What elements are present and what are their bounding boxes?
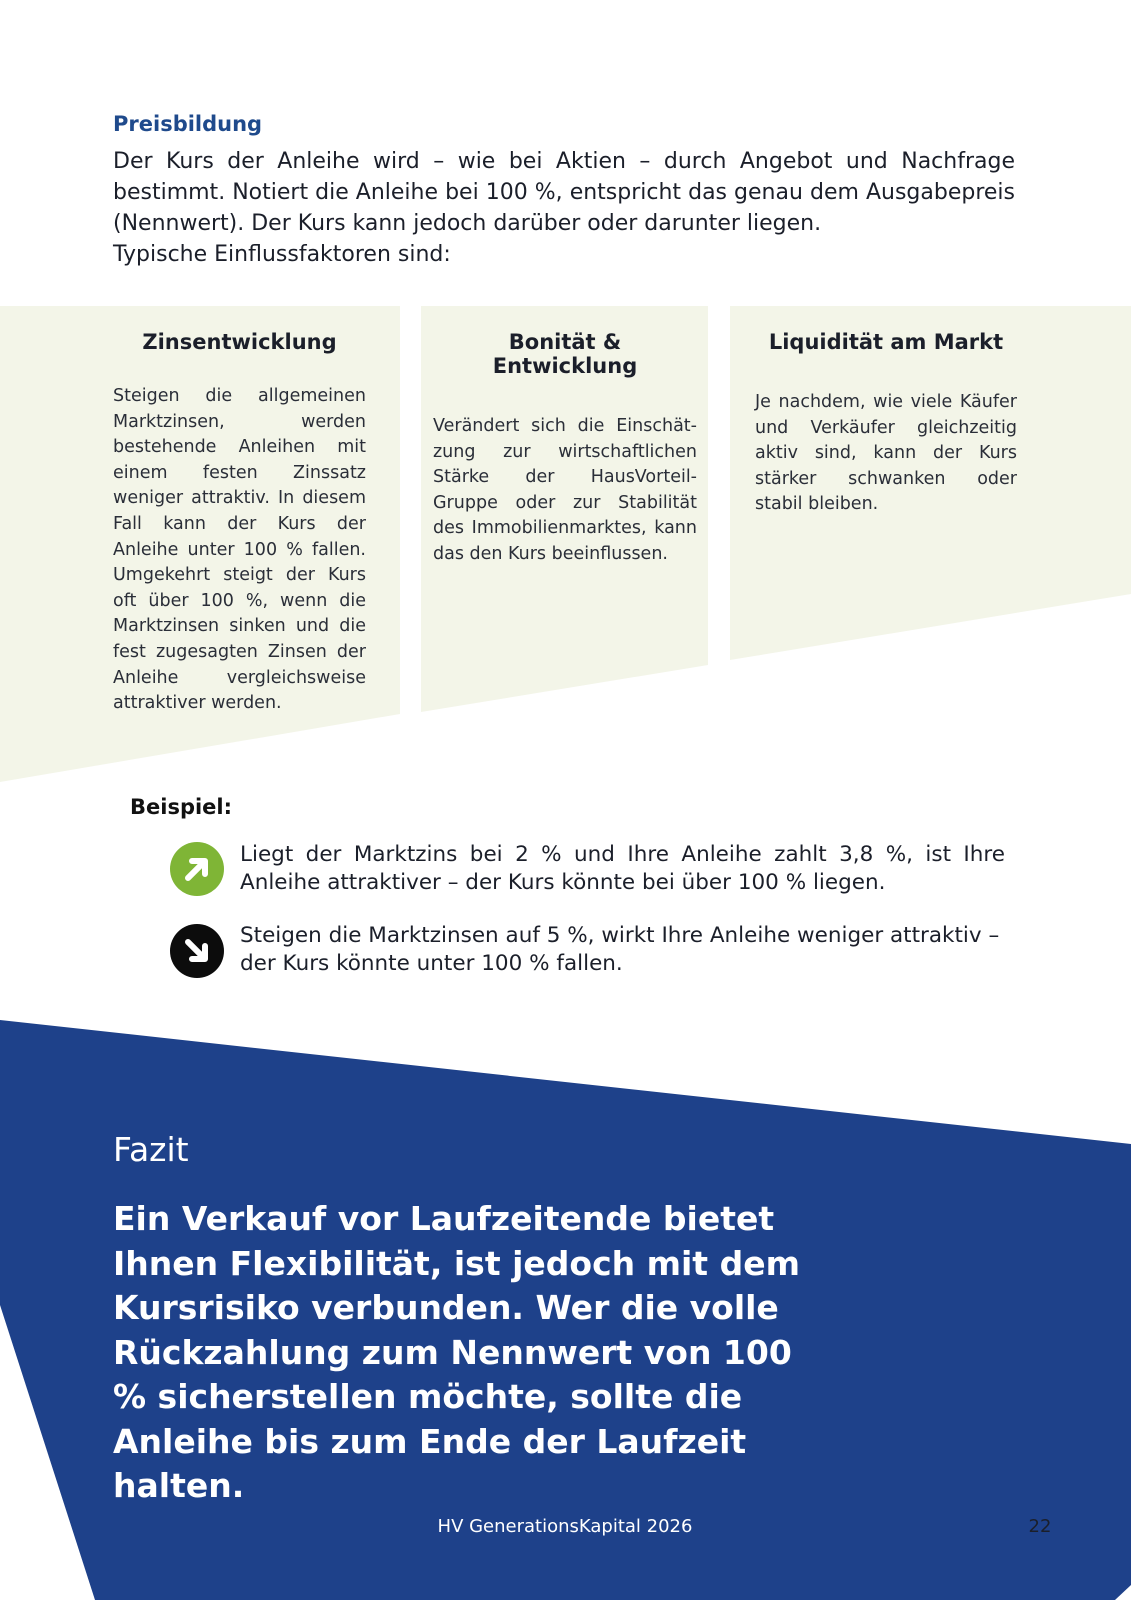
factor-card-title: Zinsentwicklung [142,330,337,354]
fazit-text: Ein Verkauf vor Laufzeitende bietet Ihnen Flexibilität, ist jedoch mit dem Kursrisiko verbunden. Wer die volle Rückzahlung zum Nennwert von 100 % sicherstellen möchte, sollte die Anleihe bis zum Ende der Laufzeit halten. [113,1199,800,1505]
example-item-text: Steigen die Marktzinsen auf 5 %, wirkt Ihre Anleihe weniger attraktiv – der Kurs könnte unter 100 % fallen. [240,923,1000,976]
factor-card-liquiditaet [755,330,1017,518]
section-heading-preisbildung: Preisbildung [113,112,263,136]
arrow-up-right-glyph [180,852,214,886]
example-item-text: Liegt der Marktzins bei 2 % und Ihre Anleihe zahlt 3,8 %, ist Ihre Anleihe attraktiver – der Kurs könnte bei über 100 % liegen. [240,842,1005,895]
factor-card-bonitaet [433,330,697,568]
arrow-up-right-icon [170,842,224,896]
arrow-down-right-icon [170,924,224,978]
factor-card-title: Bonität & Entwicklung [492,330,638,378]
example-label: Beispiel: [130,795,233,819]
page-number: 22 [1028,1516,1052,1537]
fazit-label: Fazit [113,1130,189,1169]
preisbildung-lead-in: Typische Einflussfaktoren sind: [113,242,451,267]
arrow-down-right-glyph [180,934,214,968]
factor-card-text: Steigen die allgemeinen Marktzinsen, werden bestehende Anleihen mit einem festen Zinssatz weniger attraktiv. In diesem Fall kann der Kurs der Anleihe unter 100 % fallen. Umgekehrt steigt der Kurs oft über 100 %, wenn die Marktzinsen sinken und die fest zugesagten Zinsen der Anleihe vergleichsweise attraktiver werden. [113,386,366,714]
factor-card-text: Je nachdem, wie viele Käufer und Verkäufer gleichzeitig aktiv sind, kann der Kurs stärker schwanken oder stabil bleiben. [755,392,1017,515]
factor-card-title: Liquidität am Markt [768,330,1004,354]
factor-card-zinsentwicklung [113,330,366,717]
footer-title: HV GenerationsKapital 2026 [437,1516,693,1537]
factor-card-text: Verändert sich die Einschätzung zur wirtschaftlichen Stärke der HausVorteil-Gruppe oder zur Stabilität des Immobilienmarktes, kann das den Kurs beeinflussen. [433,416,697,564]
preisbildung-paragraph: Der Kurs der Anleihe wird – wie bei Aktien – durch Angebot und Nachfrage bestimmt. Notiert die Anleihe bei 100 %, entspricht das genau dem Ausgabepreis (Nennwert). Der Kurs kann jedoch darüber oder darunter liegen. [113,149,1015,236]
